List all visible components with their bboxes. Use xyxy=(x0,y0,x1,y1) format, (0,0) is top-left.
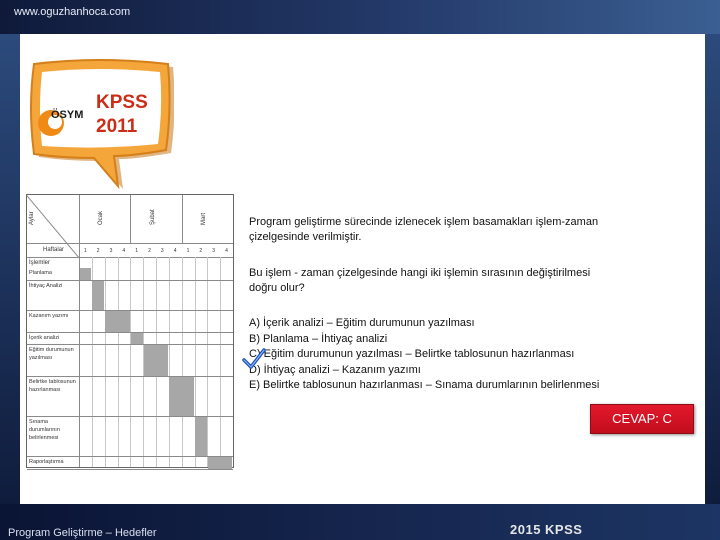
check-mark-icon xyxy=(242,348,266,370)
footer-band xyxy=(0,504,720,540)
chart-week-4: 1 xyxy=(135,248,139,254)
chart-week-gridline-4 xyxy=(130,257,131,467)
footer-exam-label: 2015 KPSS xyxy=(510,522,583,537)
question-prompt: Bu işlem - zaman çizelgesinde hangi iki işlemin sırasının değiştirilmesi doğru olur? xyxy=(249,267,591,294)
chart-task-bar-1 xyxy=(92,281,104,310)
chart-week-8: 1 xyxy=(186,248,190,254)
chart-week-5: 2 xyxy=(148,248,151,254)
chart-month-0: Ocak xyxy=(98,210,105,225)
option-a[interactable]: A) İçerik analizi – Eğitim durumunun yazılması xyxy=(249,317,475,329)
chart-task-bar-4 xyxy=(144,345,169,376)
chart-row-divider-3 xyxy=(27,344,233,345)
chart-week-9: 2 xyxy=(199,248,203,254)
chart-task-bar-6 xyxy=(195,417,207,456)
process-time-chart xyxy=(26,194,234,468)
question-intro: Program geliştirme sürecinde izlenecek işlem basamakları işlem-zaman çizelgesinde verilmiştir. xyxy=(249,216,599,243)
option-list xyxy=(249,316,599,394)
option-d[interactable]: D) İhtiyaç analizi – Kazanım yazımı xyxy=(249,363,421,376)
chart-week-gridline-7 xyxy=(169,257,170,467)
chart-week-3: 4 xyxy=(122,248,126,254)
chart-month-1: Şubat xyxy=(149,209,156,225)
chart-week-gridline-10 xyxy=(207,257,208,467)
option-e[interactable]: E) Belirtke tablosunun hazırlanması – Sınama durumlarının belirlenmesi xyxy=(249,379,600,391)
chart-task-label-7: Raporlaştırma xyxy=(29,459,64,465)
kpss-title-line1: KPSS xyxy=(96,92,148,113)
left-frame xyxy=(0,34,20,504)
right-frame xyxy=(705,34,720,504)
chart-task-label-6: Sınama durumlarının belirlenmesi xyxy=(29,419,60,441)
chart-week-gridline-11 xyxy=(220,257,221,467)
chart-task-bar-2 xyxy=(105,311,130,332)
chart-task-label-2: Kazanım yazımı xyxy=(29,313,69,319)
header-band xyxy=(0,0,720,34)
kpss-title xyxy=(96,91,148,139)
site-url[interactable]: www.oguzhanhoca.com xyxy=(14,6,131,18)
chart-week-7: 4 xyxy=(173,248,177,254)
chart-week-0: 1 xyxy=(83,248,87,254)
chart-week-gridline-8 xyxy=(182,257,183,467)
chart-row-divider-0 xyxy=(27,280,233,281)
chart-task-bar-7 xyxy=(208,457,233,469)
chart-task-bar-3 xyxy=(131,333,143,344)
chart-month-2: Mart xyxy=(200,213,207,225)
chart-task-label-0: Planlama xyxy=(29,270,52,276)
chart-row-divider-6 xyxy=(27,456,233,457)
option-b[interactable]: B) Planlama – İhtiyaç analizi xyxy=(249,332,388,345)
chart-week-2: 3 xyxy=(109,248,113,254)
chart-row-divider-1 xyxy=(27,310,233,311)
option-c[interactable]: C) Eğitim durumunun yazılması – Belirtke tablosunun hazırlanması xyxy=(249,348,575,360)
chart-row-divider-4 xyxy=(27,376,233,377)
chart-week-gridline-2 xyxy=(105,257,106,467)
chart-tasks-label: İşlemler xyxy=(29,260,51,266)
chart-task-bar-5 xyxy=(169,377,194,416)
answer-button[interactable]: CEVAP: C xyxy=(590,404,694,434)
chart-task-label-1: İhtiyaç Analizi xyxy=(29,283,63,289)
chart-row-divider-7 xyxy=(27,469,233,470)
chart-task-label-3: İçerik analizi xyxy=(29,335,60,341)
chart-label-divider xyxy=(79,195,80,467)
kpss-title-line2: 2011 xyxy=(96,116,138,137)
chart-task-label-4: Eğitim durumunun yazılması xyxy=(29,347,74,361)
chart-week-6: 3 xyxy=(160,248,164,254)
chart-week-1: 2 xyxy=(96,248,100,254)
chart-month-divider-1 xyxy=(182,195,183,243)
chart-weeks-label: Haftalar xyxy=(43,247,65,253)
chart-week-11: 4 xyxy=(225,248,228,254)
footer-section-title: Program Geliştirme – Hedefler xyxy=(8,527,157,539)
chart-week-10: 3 xyxy=(212,248,216,254)
chart-task-label-5: Belirtke tablosunun hazırlanması xyxy=(29,379,76,393)
chart-month-divider-0 xyxy=(130,195,131,243)
osym-logo-text: ÖSYM xyxy=(51,109,84,121)
chart-header-divider xyxy=(27,243,233,244)
chart-corner-months-label: Aylar xyxy=(29,211,35,225)
chart-week-gridline-3 xyxy=(118,257,119,467)
chart-task-bar-0 xyxy=(80,268,92,280)
